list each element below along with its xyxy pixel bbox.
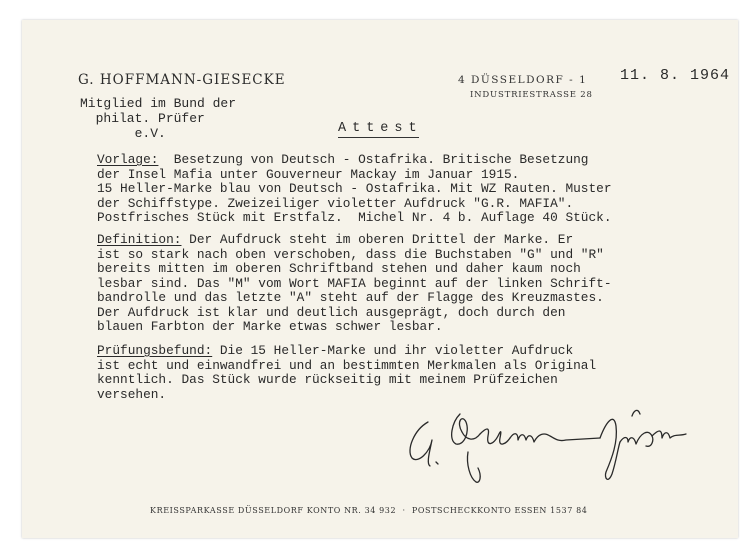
membership-block bbox=[80, 96, 236, 141]
document-title bbox=[338, 121, 423, 136]
letterhead-name: G. HOFFMANN-GIESECKE bbox=[78, 72, 286, 88]
vorlage-label: Vorlage: bbox=[97, 152, 159, 167]
definition-line-6: Der Aufdruck ist klar und deutlich ausgeprägt, doch durch den bbox=[97, 304, 566, 320]
vorlage-line-2: der Insel Mafia unter Gouverneur Mackay im Januar 1915. bbox=[97, 166, 520, 182]
title-text: Attest bbox=[338, 121, 423, 136]
definition-line-1: Der Aufdruck steht im oberen Drittel der Marke. Er bbox=[181, 232, 574, 247]
definition-line-2: ist so stark nach oben verschoben, dass die Buchstaben "G" und "R" bbox=[97, 246, 604, 262]
handwritten-signature bbox=[400, 392, 700, 497]
befund-line-1: Die 15 Heller-Marke und ihr violetter Aufdruck bbox=[212, 343, 574, 358]
footer-bank-details: KREISSPARKASSE DÜSSELDORF KONTO NR. 34 932 · POSTSCHECKKONTO ESSEN 1537 84 bbox=[150, 506, 588, 515]
definition-line-4: lesbar sind. Das "M" vom Wort MAFIA beginnt auf der linken Schrift- bbox=[97, 275, 612, 291]
membership-line-2: philat. Prüfer bbox=[80, 111, 205, 126]
membership-line-3: e.V. bbox=[80, 126, 166, 141]
befund-line-3: kenntlich. Das Stück wurde rückseitig mit meinem Prüfzeichen bbox=[97, 372, 558, 387]
vorlage-line-1: Besetzung von Deutsch - Ostafrika. Britische Besetzung bbox=[158, 152, 589, 167]
definition-label: Definition: bbox=[97, 232, 182, 247]
membership-line-1: Mitglied im Bund der bbox=[80, 96, 237, 111]
vorlage-line-3: 15 Heller-Marke blau von Deutsch - Ostafrika. Mit WZ Rauten. Muster bbox=[97, 181, 612, 196]
definition-line-5: bandrolle und das letzte "A" steht auf der Flagge des Kreuzmastes. bbox=[97, 290, 604, 305]
document-date: 11. 8. 1964 bbox=[620, 67, 731, 84]
letterhead-city: 4 DÜSSELDORF - 1 bbox=[458, 74, 588, 86]
befund-label: Prüfungsbefund: bbox=[97, 343, 213, 358]
definition-line-3: bereits mitten im oberen Schriftband stehen und daher kaum noch bbox=[97, 261, 581, 276]
title-underline bbox=[338, 137, 419, 138]
letterhead-street: INDUSTRIESTRASSE 28 bbox=[470, 90, 593, 100]
befund-line-4: versehen. bbox=[97, 386, 167, 402]
vorlage-line-5: Postfrisches Stück mit Erstfalz. Michel Nr. 4 b. Auflage 40 Stück. bbox=[97, 210, 612, 225]
paragraph-vorlage bbox=[97, 153, 717, 226]
vorlage-line-4: der Schiffstype. Zweizeiliger violetter Aufdruck "G.R. MAFIA". bbox=[97, 195, 574, 211]
paragraph-definition bbox=[97, 233, 717, 335]
befund-line-2: ist echt und einwandfrei und an bestimmten Merkmalen als Original bbox=[97, 357, 597, 373]
definition-line-7: blauen Farbton der Marke etwas schwer lesbar. bbox=[97, 319, 443, 334]
